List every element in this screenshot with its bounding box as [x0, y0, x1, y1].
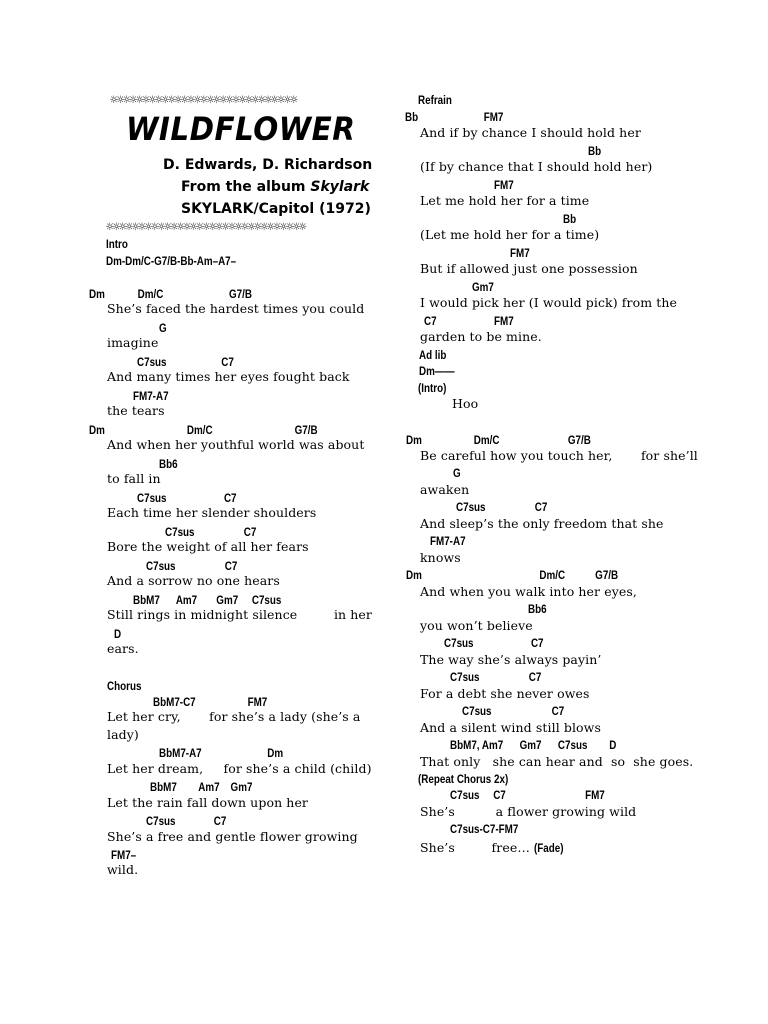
chord-line: FM7 [510, 246, 530, 260]
lyric-line: Be careful how you touch her, for she’ll [420, 448, 698, 463]
lyric-line: She’s faced the hardest times you could [107, 301, 365, 316]
chord-line: BbM7-A7 Dm [159, 746, 284, 760]
lyric-line: And when you walk into her eyes, [420, 584, 637, 599]
album-prefix: From the album [181, 179, 311, 195]
lyric-line: And if by chance I should hold her [420, 125, 641, 140]
chord-line: FM7-A7 [430, 534, 466, 548]
chord-line: Dm Dm/C G7/B [89, 287, 252, 301]
chord-line: FM7– [111, 848, 137, 862]
chord-line: Gm7 [472, 280, 494, 294]
chord-line: D [114, 627, 122, 641]
chord-line: Bb [588, 144, 602, 158]
chord-line: G [159, 321, 167, 335]
lyric-line: the tears [107, 403, 165, 418]
chord-line: FM7-A7 [133, 389, 169, 403]
lyric-line: Let the rain fall down upon her [107, 795, 309, 810]
chord-line: Dm—— [419, 364, 455, 378]
chord-line: C7sus C7 [444, 636, 544, 650]
lyric-line: (Let me hold her for a time) [420, 227, 600, 242]
chord-line: G [453, 466, 461, 480]
chord-line: C7sus C7 [456, 500, 548, 514]
lyric-line: And many times her eyes fought back [107, 369, 350, 384]
lyric-line: Let her dream, for she’s a child (child) [107, 761, 372, 776]
lyric-line: (If by chance that I should hold her) [420, 159, 653, 174]
chord-line: Bb6 [528, 602, 547, 616]
chord-line: Dm Dm/C G7/B [89, 423, 318, 437]
chord-line: C7sus C7 FM7 [450, 788, 605, 802]
lyric-line: She’s a free and gentle flower growing [107, 829, 358, 844]
chord-line: C7sus C7 [137, 355, 234, 369]
lyric-line: I would pick her (I would pick) from the [420, 295, 677, 310]
section-note-intro: (Intro) [418, 381, 447, 395]
section-heading-ad-lib: Ad lib [419, 348, 447, 362]
chord-line: C7sus C7 [146, 814, 227, 828]
lyric-line: And when her youthful world was about [107, 437, 365, 452]
lyric-line: Hoo [452, 396, 479, 411]
lyric-line-final [420, 840, 570, 856]
lyric-line: The way she’s always payin’ [420, 652, 602, 667]
song-authors: D. Edwards, D. Richardson [163, 157, 373, 173]
lyric-line: And a sorrow no one hears [107, 573, 280, 588]
chord-line: Dm-Dm/C-G7/B-Bb-Am–A7– [106, 254, 237, 268]
lyric-line: to fall in [107, 471, 161, 486]
lyric-line: Each time her slender shoulders [107, 505, 317, 520]
header-star-divider-2: ☼☼☼☼☼☼☼☼☼☼☼☼☼☼☼☼☼☼☼☼☼☼☼☼☼☼☼☼☼☼☼ [106, 220, 306, 235]
chord-line: Bb6 [159, 457, 178, 471]
chord-line: BbM7-C7 FM7 [153, 695, 268, 709]
lyric-line: Bore the weight of all her fears [107, 539, 309, 554]
lyric-line: But if allowed just one possession [420, 261, 638, 276]
section-heading-refrain: Refrain [418, 93, 452, 107]
lyric-line: wild. [107, 862, 139, 877]
chord-line: BbM7 Am7 Gm7 C7sus [133, 593, 282, 607]
lyric-line: Still rings in midnight silence in her [107, 607, 372, 622]
chord-line: C7sus C7 [146, 559, 238, 573]
chord-line: Dm Dm/C G7/B [406, 568, 619, 582]
lyric-text: She’s free… [420, 840, 535, 855]
lyric-line: Let her cry, for she’s a lady (she’s a [107, 709, 361, 724]
fade-note: (Fade) [534, 841, 564, 855]
chord-line: Bb [563, 212, 577, 226]
chord-line: Bb FM7 [405, 110, 504, 124]
chord-line: Dm Dm/C G7/B [406, 433, 591, 447]
lyric-line: knows [420, 550, 461, 565]
lyric-line: Let me hold her for a time [420, 193, 590, 208]
chord-line: BbM7, Am7 Gm7 C7sus D [450, 738, 617, 752]
chord-line: C7sus-C7-FM7 [450, 822, 519, 836]
chord-line: C7sus C7 [165, 525, 257, 539]
lyric-line: And a silent wind still blows [420, 720, 602, 735]
chord-line: BbM7 Am7 Gm7 [150, 780, 253, 794]
lyric-line: garden to be mine. [420, 329, 542, 344]
song-title: WILDFLOWER [126, 110, 356, 148]
lyric-line: She’s a flower growing wild [420, 804, 637, 819]
chord-line: C7 FM7 [424, 314, 514, 328]
chord-line: C7sus C7 [462, 704, 565, 718]
lyric-line: For a debt she never owes [420, 686, 590, 701]
album-name: Skylark [310, 179, 370, 195]
header-star-divider: ☼☼☼☼☼☼☼☼☼☼☼☼☼☼☼☼☼☼☼☼☼☼☼☼☼☼☼☼☼ [110, 93, 297, 108]
album-line [181, 180, 369, 194]
chord-line: C7sus C7 [137, 491, 237, 505]
section-note-repeat-chorus: (Repeat Chorus 2x) [418, 772, 509, 786]
chord-line: FM7 [494, 178, 514, 192]
lyric-line: imagine [107, 335, 159, 350]
lyric-line: awaken [420, 482, 470, 497]
lyric-line: ears. [107, 641, 139, 656]
section-heading-intro: Intro [106, 237, 128, 251]
lyric-line: you won’t believe [420, 618, 533, 633]
lyric-line: lady) [107, 727, 139, 742]
section-heading-chorus: Chorus [107, 679, 142, 693]
chord-line: C7sus C7 [450, 670, 542, 684]
record-label: SKYLARK/Capitol (1972) [181, 201, 371, 217]
lyric-line: And sleep’s the only freedom that she [420, 516, 664, 531]
lyric-line: That only she can hear and so she goes. [420, 754, 694, 769]
